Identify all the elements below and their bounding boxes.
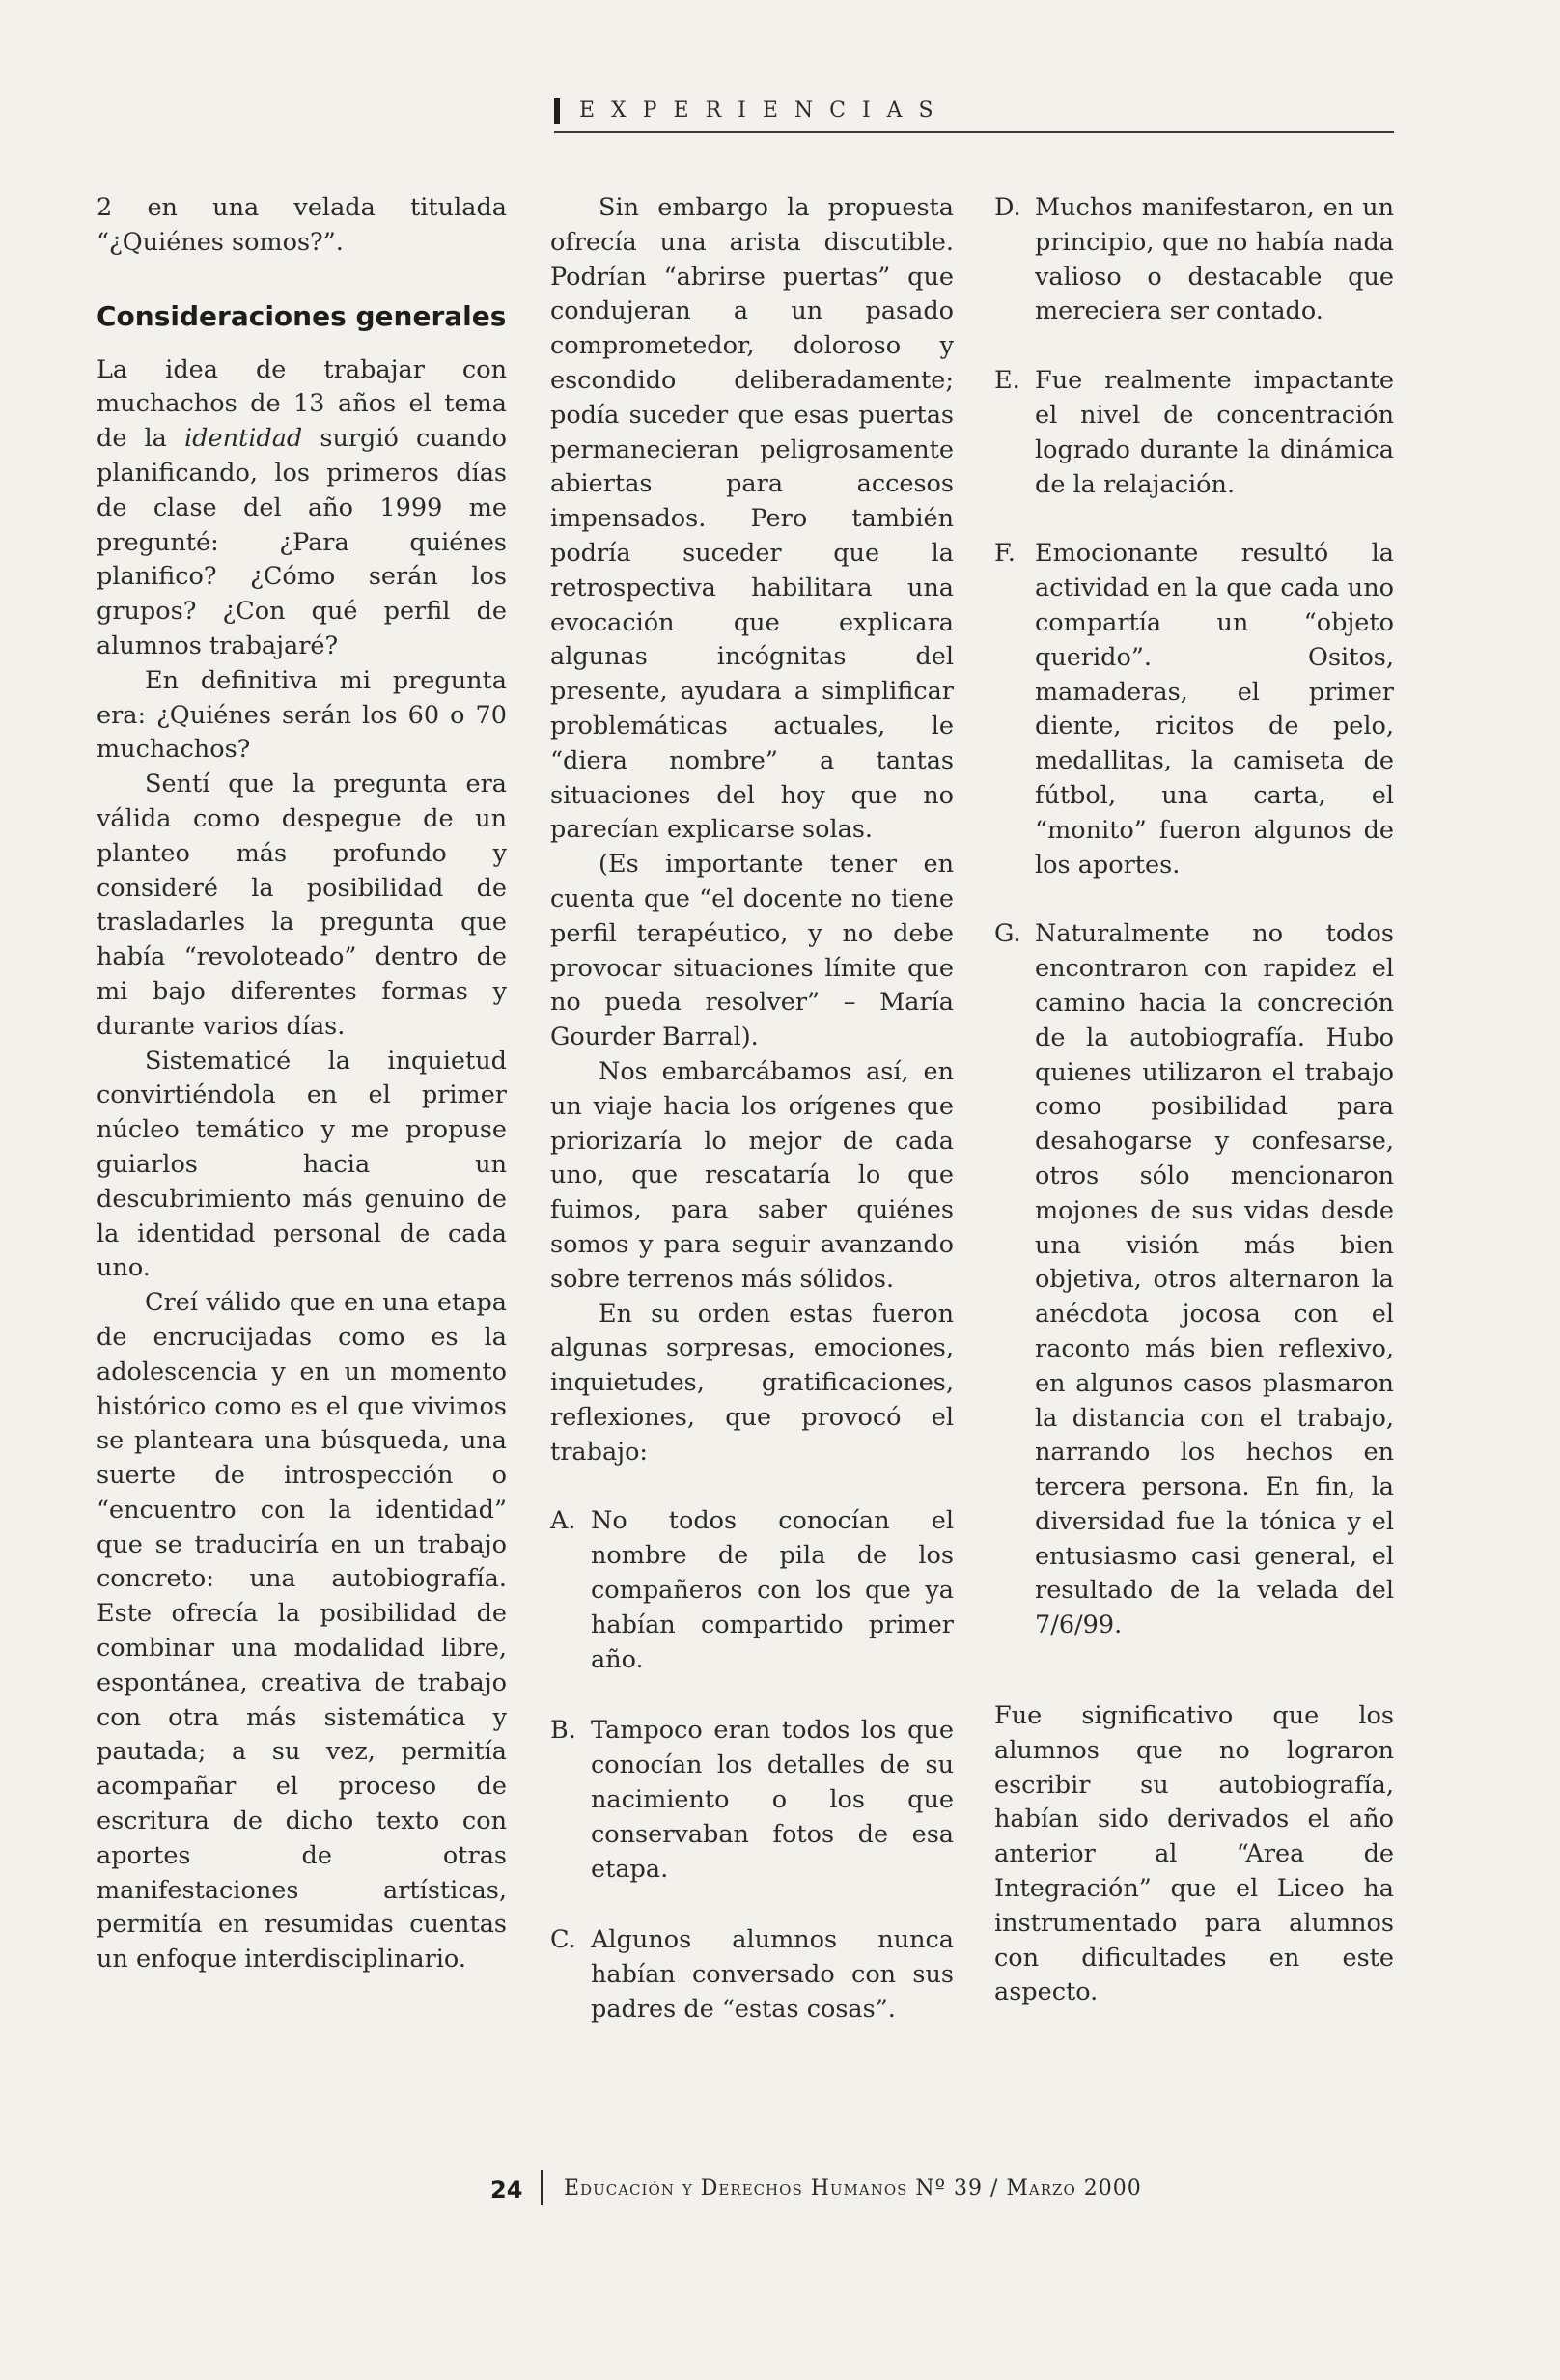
paragraph: (Es importante tener en cuenta que “el docente no tiene perfil terapéutico, y no debe provocar situaciones límite que no pueda resolver” – María Gourder Barral).	[550, 850, 954, 1052]
header-bar-mark	[554, 98, 560, 124]
paragraph: Creí válido que en una etapa de encrucijadas como es la adolescencia y en un momento histórico como es el que vivimos se planteara una búsqueda, una suerte de introspección o “encuentro con la identidad” que se traduciría en un trabajo concreto: una autobiografía. Este ofrecía la posibilidad de combinar una modalidad libre, espontánea, creativa de trabajo con otra más sistemática y pautada; a su vez, permitía acompañar el proceso de escritura de dicho texto con aportes de otras manifestaciones artísticas, permitía en resumidas cuentas un enfoque interdisciplinario.	[97, 1288, 507, 1974]
column-1	[97, 191, 507, 1977]
list-item-text: Fue realmente impactante el nivel de concentración logrado durante la dinámica de la relajación.	[1035, 366, 1394, 499]
paragraph: Nos embarcábamos así, en un viaje hacia los orígenes que priorizaría lo mejor de cada uno, que rescataría lo que fuimos, para saber quiénes somos y para seguir avanzando sobre terrenos más sólidos.	[550, 1056, 954, 1294]
list-marker: F.	[994, 539, 1016, 569]
list-item-text: Emocionante resultó la actividad en la que cada uno compartía un “objeto querido”. Ositos, mamaderas, el primer diente, ricitos de pelo, medallitas, la camiseta de fútbol, una carta, el “monito” fueron algunos de los aportes.	[1035, 539, 1394, 880]
list-item-text: Tampoco eran todos los que conocían los detalles de su nacimiento o los que conservaban fotos de esa etapa.	[591, 1716, 954, 1884]
list-item	[994, 364, 1394, 502]
list-marker: A.	[550, 1506, 576, 1536]
list-item	[550, 1923, 954, 2027]
publication-info: Educación y Derechos Humanos Nº 39 / Marzo 2000	[564, 2176, 1142, 2200]
column-3	[994, 191, 1394, 2010]
paragraph-text: surgió cuando planificando, los primeros días de clase del año 1999 me pregunté: ¿Para quiénes planifico? ¿Cómo serán los grupos? ¿Con qué perfil de alumnos trabajaré?	[97, 424, 508, 660]
paragraph	[97, 353, 507, 664]
list-item-text: No todos conocían el nombre de pila de los compañeros con los que ya habían compartido primer año.	[591, 1506, 954, 1674]
list-marker: B.	[550, 1716, 576, 1746]
paragraph: Sin embargo la propuesta ofrecía una arista discutible. Podrían “abrirse puertas” que condujeran a un pasado comprometedor, doloroso y escondido deliberadamente; podía suceder que esas puertas permanecieran peligrosamente abiertas para accesos impensados. Pero también podría suceder que la retrospectiva habilitara una evocación que explicara algunas incógnitas del presente, ayudara a simplificar problemáticas actuales, le “diera nombre” a tantas situaciones del hoy que no parecían explicarse solas.	[550, 193, 954, 845]
list-item	[550, 1714, 954, 1887]
list-item	[550, 1504, 954, 1677]
paragraph: En su orden estas fueron algunas sorpresas, emociones, inquietudes, gratificaciones, reflexiones, que provocó el trabajo:	[550, 1299, 954, 1467]
list-marker: G.	[994, 919, 1021, 949]
list-item-text: Algunos alumnos nunca habían conversado con sus padres de “estas cosas”.	[591, 1925, 954, 2025]
page-footer	[0, 2170, 1560, 2209]
column-2	[550, 191, 954, 2064]
list-marker: E.	[994, 366, 1020, 396]
paragraph: Sistematicé la inquietud convirtiéndola en el primer núcleo temático y me propuse guiarlos hacia un descubrimiento más genuino de la identidad personal de cada uno.	[97, 1046, 507, 1283]
list-marker: D.	[994, 193, 1021, 222]
paragraph: En definitiva mi pregunta era: ¿Quiénes serán los 60 o 70 muchachos?	[97, 665, 507, 765]
list-item-text: Naturalmente no todos encontraron con rapidez el camino hacia la concreción de la autobiografía. Hubo quienes utilizaron el trabajo como posibilidad para desahogarse y confesarse, otros sólo mencionaron mojones de sus vidas desde una visión más bien objetiva, otros alternaron la anécdota jocosa con el raconto más bien reflexivo, en algunos casos plasmaron la distancia con el trabajo, narrando los hechos en tercera persona. En fin, la diversidad fue la tónica y el entusiasmo casi general, el resultado de la velada del 7/6/99.	[1035, 919, 1394, 1640]
section-heading: Consideraciones generales	[97, 299, 507, 332]
page-number: 24	[490, 2176, 523, 2203]
footer-divider	[541, 2170, 543, 2205]
intro-paragraph: 2 en una velada titulada “¿Quiénes somos?”.	[97, 193, 507, 257]
list-item-text: Muchos manifestaron, en un principio, que no había nada valioso o destacable que mereciera ser contado.	[1035, 193, 1394, 326]
section-title: EXPERIENCIAS	[579, 98, 950, 123]
list-item	[994, 917, 1394, 1643]
emphasized-word: identidad	[184, 424, 303, 454]
list-item	[994, 191, 1394, 329]
list-item	[994, 537, 1394, 882]
closing-paragraph: Fue significativo que los alumnos que no lograron escribir su autobiografía, habían sido derivados el año anterior al “Area de Integración” que el Liceo ha instrumentado para alumnos con dificultades en este aspecto.	[994, 1701, 1394, 2007]
paragraph: Sentí que la pregunta era válida como despegue de un planteo más profundo y consideré la posibilidad de trasladarles la pregunta que había “revoloteado” dentro de mi bajo diferentes formas y durante varios días.	[97, 770, 507, 1041]
section-header	[554, 93, 1394, 133]
paragraph-text: La idea de trabajar con muchachos de 13 años el tema de la	[97, 354, 507, 454]
list-marker: C.	[550, 1925, 576, 1955]
